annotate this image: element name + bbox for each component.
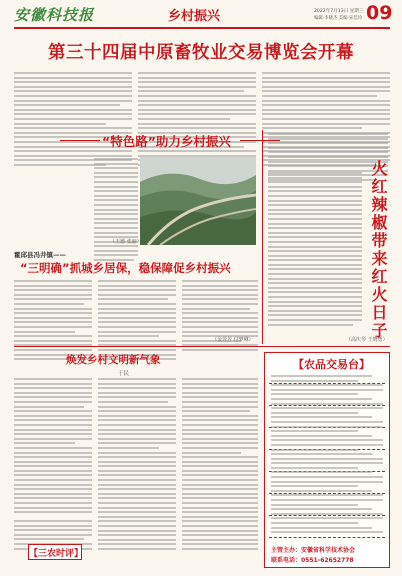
right-body-left-col [268, 172, 362, 328]
classified-divider-8 [269, 537, 385, 538]
feature-body-col-1 [14, 280, 92, 363]
right-column-rule [262, 130, 263, 344]
date-line: 2022年7月13日 星期三 [314, 9, 364, 14]
feature-byline: （王德 张丽） [110, 239, 142, 245]
feature-body-col-2 [98, 280, 176, 363]
banner-title: “特色路”助力乡村振兴 [102, 134, 231, 149]
column-body-col-2 [98, 378, 176, 553]
lead-body-col-1 [14, 72, 132, 168]
column-tag-box [28, 544, 82, 560]
classified-box [264, 352, 390, 568]
classified-title: 【农品交易台】 [293, 358, 370, 371]
feature-photo [140, 157, 256, 245]
editor-line: 编辑·李晓杰 美编·宋佳玲 [314, 16, 363, 21]
classified-listings [271, 375, 383, 536]
column-author: 于民 [118, 371, 130, 377]
banner-ornament-left [60, 140, 100, 141]
section-title: 乡村振兴 [168, 9, 221, 24]
column-headline: 焕发乡村文明新气象 [66, 354, 161, 366]
feature-byline-2: （金芳芳 付梦琳） [212, 337, 254, 343]
classified-footer [265, 541, 389, 567]
classified-title-bar [265, 353, 389, 373]
right-feature-title: 火红辣椒带来红火日子 [369, 160, 388, 340]
section-divider [14, 346, 390, 347]
feature-kicker: 霍邱县冯井镇—— [14, 251, 66, 259]
ridge-road-image [140, 157, 256, 245]
classified-footer-line-1: 主管主办：安徽省科学技术协会 [271, 547, 356, 554]
page-number: 09 [366, 2, 393, 24]
column-body-col-1 [14, 378, 92, 516]
column-body-col-3 [182, 378, 258, 553]
right-feature-byline: （高庆琴 王晓勇） [346, 337, 388, 343]
feature-banner [60, 132, 250, 150]
column-tag: 【三农时评】 [29, 549, 84, 559]
newspaper-logo: 安徽科技报 [14, 6, 95, 24]
classified-footer-line-2: 联系电话：0551-62652778 [271, 557, 354, 564]
feature-intro-text [94, 158, 138, 264]
lead-headline: 第三十四届中原畜牧业交易博览会开幕 [48, 43, 354, 63]
lead-body-col-2 [138, 72, 256, 168]
masthead-rule [14, 27, 390, 29]
feature-subheadline: “三明确”抓城乡居保，稳保障促乡村振兴 [20, 261, 231, 275]
